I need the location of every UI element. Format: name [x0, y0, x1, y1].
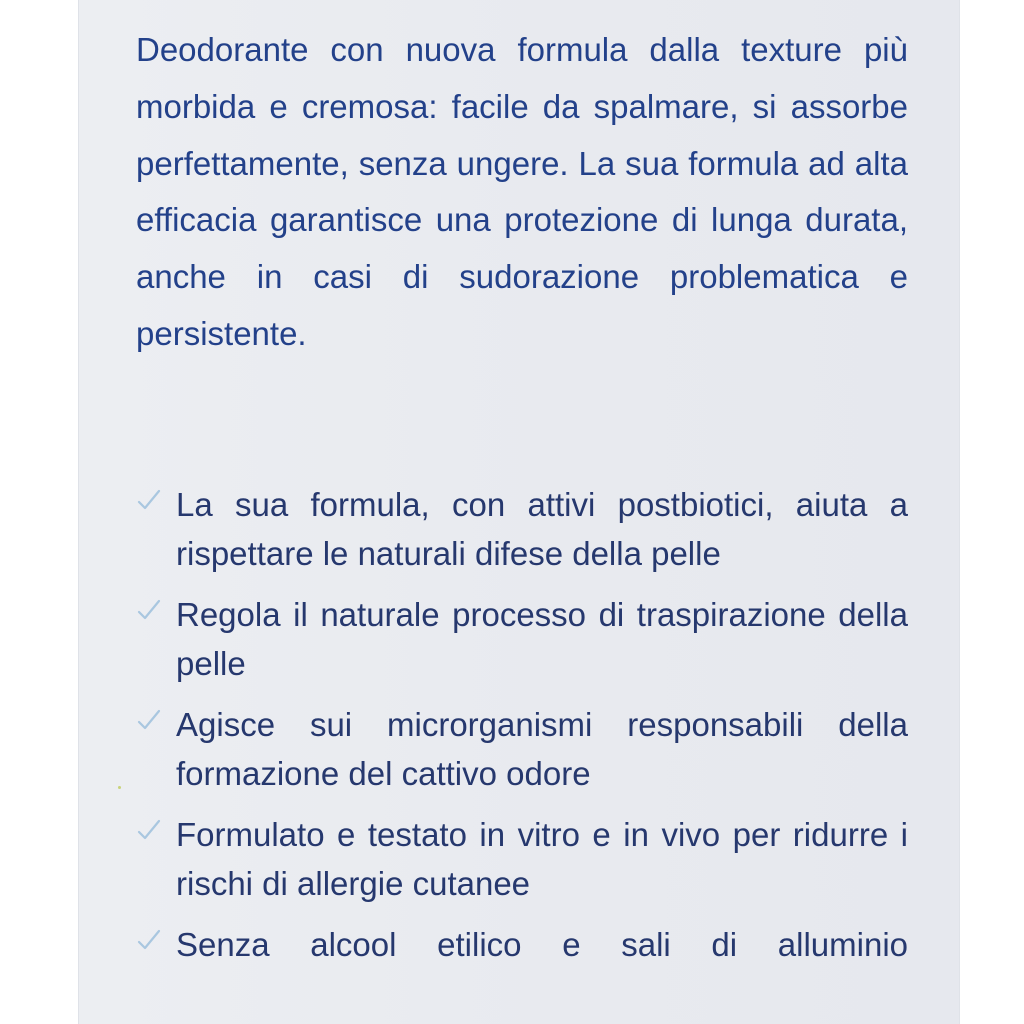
print-speck	[118, 786, 121, 789]
checkmark-icon	[136, 817, 162, 843]
checkmark-icon	[136, 927, 162, 953]
benefit-item	[136, 920, 908, 969]
checkmark-icon	[136, 487, 162, 513]
benefit-item	[136, 700, 908, 798]
benefits-list	[136, 480, 908, 981]
benefit-text: Senza alcool etilico e sali di alluminio	[176, 926, 908, 963]
checkmark-icon	[136, 597, 162, 623]
benefit-item	[136, 590, 908, 688]
product-description-text: Deodorante con nuova formula dalla texture più morbida e cremosa: facile da spalmare, si assorbe perfettamente, senza ungere. La sua formula ad alta efficacia garantisce una protezione di lunga durata, anche in casi di sudorazione problematica e persistente.	[136, 31, 908, 352]
benefit-text: Agisce sui microrganismi responsabili della formazione del cattivo odore	[176, 706, 908, 792]
benefit-item	[136, 810, 908, 908]
benefit-item	[136, 480, 908, 578]
benefit-text: La sua formula, con attivi postbiotici, aiuta a rispettare le naturali difese della pelle	[176, 486, 908, 572]
benefit-text: Formulato e testato in vitro e in vivo per ridurre i rischi di allergie cutanee	[176, 816, 908, 902]
checkmark-icon	[136, 707, 162, 733]
benefit-text: Regola il naturale processo di traspirazione della pelle	[176, 596, 908, 682]
